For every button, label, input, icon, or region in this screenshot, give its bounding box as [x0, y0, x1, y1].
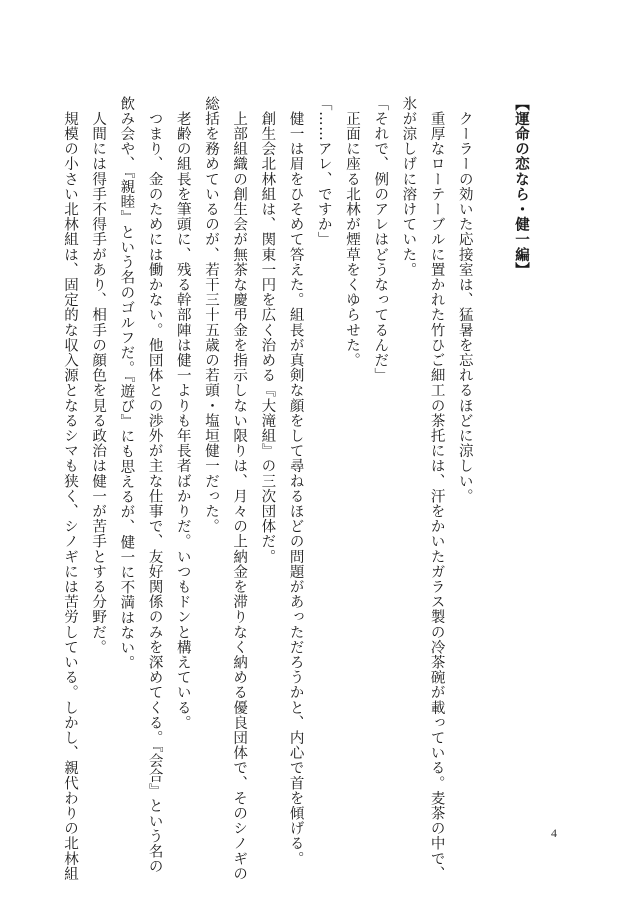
chapter-title: 【運命の恋なら・健一編】: [513, 96, 530, 278]
text-line: 正面に座る北林が煙草をくゆらせた。: [343, 96, 360, 368]
text-line: 規模の小さい北林組は、固定的な収入源となるシマも狭く、シノギには苦労している。しかし、親代わりの北林組: [61, 96, 78, 882]
text-line: 「……アレ、ですか」: [315, 96, 332, 247]
text-line: 飲み会や、『親睦』という名のゴルフだ。『遊び』にも思えるが、健一に不満はない。: [118, 96, 135, 671]
text-line: 総括を務めているのが、若干三十五歳の若頭・塩垣健一だった。: [202, 96, 219, 534]
text-line: 老齢の組長を筆頭に、残る幹部陣は健一よりも年長者ばかりだ。いつもドンと構えている。: [174, 96, 191, 731]
text-line: 重厚なローテーブルに置かれた竹ひご細工の茶托には、汗をかいたガラス製の冷茶碗が載っている。麦茶の中で、: [428, 96, 445, 882]
text-line: 健一は眉をひそめて答えた。組長が真剣な顔をして尋ねるほどの問題があっただろうかと、内心で首を傾げる。: [287, 96, 304, 867]
page-number: 4: [551, 826, 557, 840]
text-line: 「それで、例のアレはどうなってるんだ」: [372, 96, 389, 383]
text-line: 氷が涼しげに溶けていた。: [400, 96, 417, 278]
text-line: つまり、金のためには働かない。他団体との渉外が主な仕事で、友好関係のみを深めてくる。『会合』という名の: [146, 96, 163, 874]
text-line: 創生会北林組は、関東一円を広く治める『大滝組』の三次団体だ。: [259, 96, 276, 565]
text-line: クーラーの効いた応接室は、猛暑を忘れるほどに涼しい。: [456, 96, 473, 504]
text-line: 上部組織の創生会が無茶な慶弔金を指示しない限りは、月々の上納金を滞りなく納める優良団体で、そのシノギの: [231, 96, 248, 882]
vertical-text-body: [61, 96, 535, 882]
text-line: 人間には得手不得手があり、相手の顔色を見る政治は健一が苦手とする分野だ。: [90, 96, 107, 655]
